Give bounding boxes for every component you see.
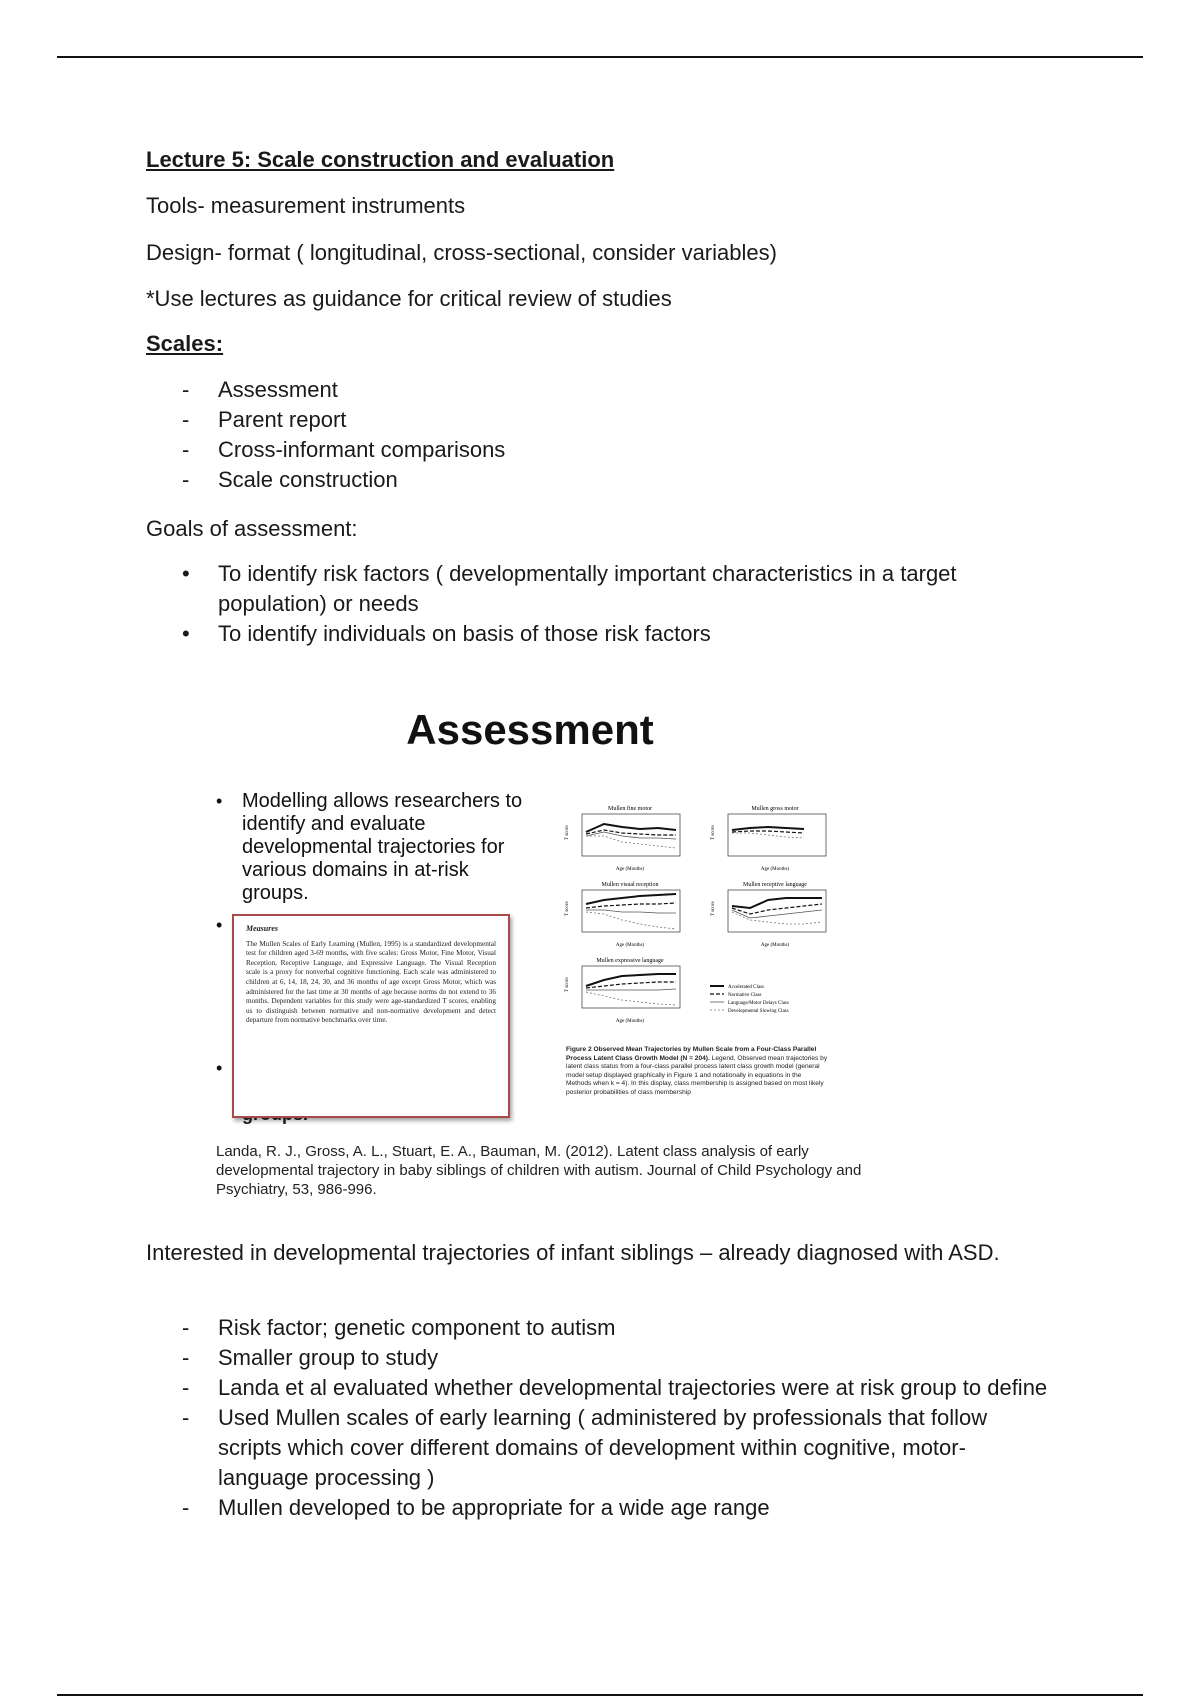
series-line [732,833,804,838]
trajectory-charts [560,800,840,1040]
dash-marker: - [182,1495,190,1520]
y-axis-label: T score [565,825,570,840]
panel-title: Mullen fine motor [608,806,652,812]
x-axis-label: Age (Months) [760,943,790,948]
series-line [732,831,804,833]
series-line [586,910,676,913]
chart-panel-visual-reception [565,882,680,948]
dash-marker: - [182,1375,190,1400]
top-rule [57,56,1143,58]
y-axis-label: T score [711,901,716,916]
dash-marker: - [182,407,190,432]
scales-heading: Scales: [146,331,224,356]
series-line [586,982,676,988]
series-line [732,904,822,914]
chart-legend [710,985,789,1014]
goals-list [146,559,1048,649]
chart-panel-fine-motor [565,805,680,872]
list-item: - Mullen developed to be appropriate for a wide age range [146,1493,1048,1523]
dash-marker: - [182,377,190,402]
chart-panel-receptive-language [711,882,826,948]
series-line [586,912,676,929]
dash-marker: - [182,1315,190,1340]
panel-frame [728,814,826,856]
list-item: - Smaller group to study [146,1343,1048,1373]
x-axis-label: Age (Months) [760,867,790,872]
list-item: - Risk factor; genetic component to autism [146,1313,1048,1343]
panel-title: Mullen gross motor [751,806,799,812]
intro-paragraph: Interested in developmental trajectories of infant siblings – already diagnosed with ASD. [146,1240,1000,1265]
measures-callout [232,914,510,1118]
tools-line: Tools- measurement instruments [146,193,466,218]
dash-marker: - [182,1405,190,1430]
bullet-marker: • [182,621,190,646]
bottom-rule [57,1694,1143,1696]
series-line [586,830,676,835]
measures-text: The Mullen Scales of Early Learning (Mullen, 1995) is a standardized developmental test for children aged 3-69 months, with five scales: Gross Motor, Fine Motor, Visual Reception, Receptive Language, and Expressive Language. The Visual Reception scale is a proxy for nonverbal cognitive functioning. Each scale was administered to children at 6, 14, 18, 24, 30, and 36 months of age except Gross Motor, which was administered for the last time at 30 months of age because norms do not extend to 36 months. Dependent variables for this study were age-standardized T scores, enabling us to distinguish between normative and non-normative development and detect departure from normative benchmarks over time. [246,939,496,1025]
series-line [586,992,676,1005]
dash-marker: - [182,437,190,462]
legend-label: Accelerated Class [728,985,764,990]
series-line [586,903,676,908]
figure-caption-title: Figure 2 Observed Mean Trajectories by Mullen Scale from a Four-Class Parallel Process Latent Class Growth Model (N = 204). [566,1046,817,1062]
slide-title: Assessment [406,706,654,753]
x-axis-label: Age (Months) [615,943,645,948]
series-line [586,989,676,990]
series-line [732,898,822,908]
dash-marker: - [182,467,190,492]
panel-title: Mullen visual reception [601,882,659,888]
y-axis-label: T score [565,977,570,992]
list-item: • To identify individuals on basis of those risk factors [146,619,1048,649]
bullet-marker: • [182,561,190,586]
panel-title: Mullen expressive language [596,958,664,964]
panel-frame [582,966,680,1008]
guidance-line: *Use lectures as guidance for critical review of studies [146,286,672,311]
series-line [586,894,676,904]
list-item: - Assessment [146,375,1048,405]
series-line [586,974,676,986]
chart-panel-expressive-language [565,958,680,1024]
chart-panel-gross-motor [711,806,826,872]
panel-title: Mullen receptive language [743,882,807,888]
goals-heading: Goals of assessment: [146,516,358,541]
scales-list [146,375,1048,495]
page-title: Lecture 5: Scale construction and evaluation [146,147,615,172]
bullet-marker: • [216,791,223,811]
x-axis-label: Age (Months) [615,1019,645,1024]
list-item: - Landa et al evaluated whether developmental trajectories were at risk group to define [146,1373,1048,1403]
list-item: - Used Mullen scales of early learning ( administered by professionals that follow scripts which cover different domains of development within cognitive, motor-language processing ) [182,1405,988,1490]
series-line [732,910,822,918]
list-item: - Cross-informant comparisons [146,435,1048,465]
citation: Landa, R. J., Gross, A. L., Stuart, E. A., Bauman, M. (2012). Latent class analysis of early developmental trajectory in baby siblings of children with autism. Journal of Child Psychology and Psychiatry, 53, 986-996. [216,1143,862,1198]
series-line [732,912,822,924]
legend-label: Language/Motor Delays Class [728,1001,789,1006]
legend-label: Developmental Slowing Class [728,1009,789,1014]
figure-caption [566,1046,828,1098]
design-line: Design- format ( longitudinal, cross-sectional, consider variables) [146,240,777,265]
figure-caption-text: Legend. Observed mean trajectories by latent class status from a four-class parallel process latent class growth model (general model setup displayed graphically in Figure 1 and notationally in equations in the Methods when k = 4). In this display, class membership is assigned based on most likely posterior probabilities of class membership [566,1054,828,1096]
x-axis-label: Age (Months) [615,867,645,872]
slide-bullet-text: Modelling allows researchers to identify and evaluate developmental trajectories for various domains in at-risk groups. [242,790,523,904]
measures-title: Measures [246,924,279,933]
y-axis-label: T score [711,825,716,840]
y-axis-label: T score [565,901,570,916]
list-item: - Scale construction [146,465,1048,495]
details-list [146,1313,1048,1523]
legend-label: Normative Class [728,993,762,998]
list-item: - Parent report [146,405,1048,435]
list-item: • To identify risk factors ( developmentally important characteristics in a target population) or needs [182,561,957,616]
series-line [586,836,676,848]
dash-marker: - [182,1345,190,1370]
series-line [732,827,804,830]
